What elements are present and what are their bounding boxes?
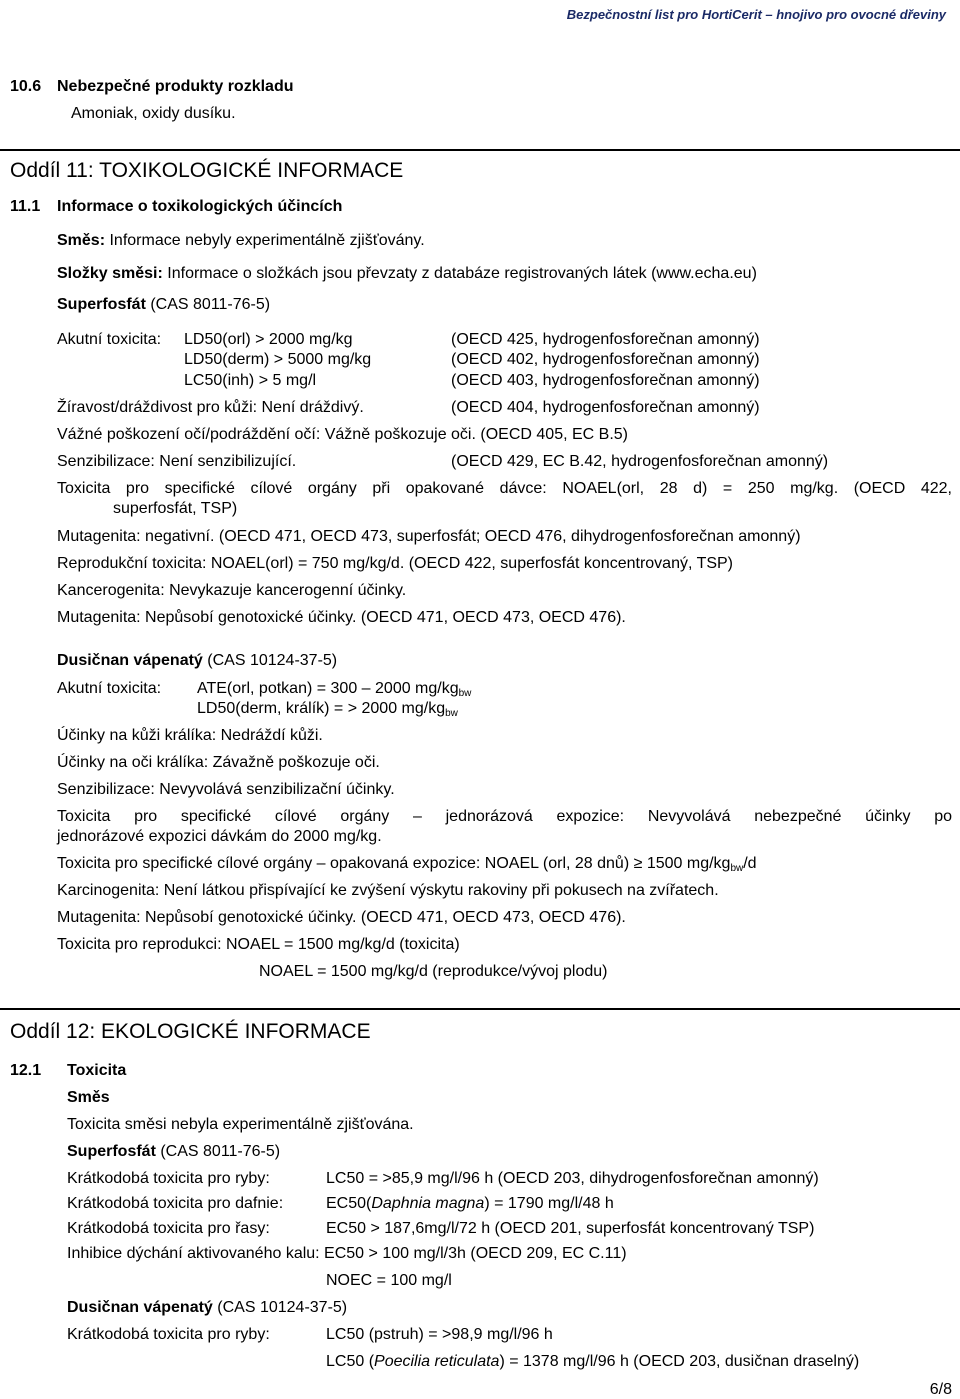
dusicnan-sensitization: Senzibilizace: Nevyvolává senzibilizační účinky. xyxy=(57,781,395,798)
section-11-1-number: 11.1 xyxy=(10,198,41,215)
components-info: Složky směsi: Informace o složkách jsou převzaty z databáze registrovaných látek (www.echa.eu) xyxy=(57,265,757,282)
eco-dusicnan-heading: Dusičnan vápenatý (CAS 10124-37-5) xyxy=(67,1299,348,1316)
dusicnan-skin: Účinky na kůži králíka: Nedráždí kůži. xyxy=(57,727,323,744)
acute-toxicity-inhal: LC50(inh) > 5 mg/l xyxy=(184,372,317,389)
reproductive-toxicity: Reprodukční toxicita: NOAEL(orl) = 750 mg/kg/d. (OECD 422, superfosfát koncentrovaný, TSP) xyxy=(57,555,734,572)
dusicnan-eye: Účinky na oči králíka: Závažně poškozuje oči. xyxy=(57,754,380,771)
dusicnan-acute-label: Akutní toxicita: xyxy=(57,680,162,697)
eco-fish-label: Krátkodobá toxicita pro ryby: xyxy=(67,1170,270,1187)
dusicnan-acute-dermal: LD50(derm, králík) = > 2000 $mg/kg_{bw}$ xyxy=(197,700,458,719)
mutagenicity-genotoxic: Mutagenita: Nepůsobí genotoxické účinky. (OECD 471, OECD 473, OECD 476). xyxy=(57,609,626,626)
stot-repeated-line1: Toxicita pro specifické cílové orgány při opakované dávce: NOAEL(orl, 28 d) = 250 mg/kg. (OECD 422, xyxy=(57,480,952,497)
carcinogenicity: Kancerogenita: Nevykazuje kancerogenní účinky. xyxy=(57,582,407,599)
dusicnan-mutagenicity: Mutagenita: Nepůsobí genotoxické účinky. (OECD 471, OECD 473, OECD 476). xyxy=(57,909,626,926)
sensitization: Senzibilizace: Není senzibilizující. xyxy=(57,453,297,470)
eco-algae-label: Krátkodobá toxicita pro řasy: xyxy=(67,1220,270,1237)
dusicnan-carcinogenicity: Karcinogenita: Není látkou přispívající ke zvýšení výskytu rakoviny při pokusech na zvířatech. xyxy=(57,882,719,899)
eco-fish-value: LC50 = >85,9 mg/l/96 h (OECD 203, dihydrogenfosforečnan amonný) xyxy=(326,1170,819,1187)
skin-corrosion: Žíravost/dráždivost pro kůži: Není dráždivý. xyxy=(57,399,364,416)
section-10-6-text: Amoniak, oxidy dusíku. xyxy=(71,105,236,122)
acute-toxicity-label: Akutní toxicita: xyxy=(57,331,162,348)
section-10-6-title: Nebezpečné produkty rozkladu xyxy=(57,78,294,95)
page-number: 6/8 xyxy=(929,1381,952,1398)
eye-damage: Vážné poškození očí/podráždění očí: Vážně poškozuje oči. (OECD 405, EC B.5) xyxy=(57,426,628,443)
section-12-1-title: Toxicita xyxy=(67,1062,127,1079)
dusicnan-repro-toxicity: Toxicita pro reprodukci: NOAEL = 1500 mg/kg/d (toxicita) xyxy=(57,936,460,953)
acute-inhal-ref: (OECD 403, hydrogenfosforečnan amonný) xyxy=(451,372,760,389)
dusicnan-stot-single-line1: Toxicita pro specifické cílové orgány – jednorázová expozice: Nevyvolává nebezpečné účinky po xyxy=(57,808,952,825)
eco-daphnia-value: EC50(Daphnia magna) = 1790 mg/l/48 h xyxy=(326,1195,614,1212)
eco-mixture-label: Směs xyxy=(67,1089,110,1106)
dusicnan-acute-oral: ATE(orl, potkan) = 300 – 2000 $mg/kg_{bw}$ xyxy=(197,680,472,699)
eco-superfosfat-heading: Superfosfát (CAS 8011-76-5) xyxy=(67,1143,281,1160)
eco-dusicnan-fish-label: Krátkodobá toxicita pro ryby: xyxy=(67,1326,270,1343)
dusicnan-heading: Dusičnan vápenatý (CAS 10124-37-5) xyxy=(57,652,338,669)
eco-dusicnan-fish-trout: LC50 (pstruh) = >98,9 mg/l/96 h xyxy=(326,1326,553,1343)
stot-repeated-line2: superfosfát, TSP) xyxy=(113,500,238,517)
section-divider xyxy=(0,1008,960,1010)
section-12-heading: Oddíl 12: EKOLOGICKÉ INFORMACE xyxy=(10,1020,371,1043)
dusicnan-repro-development: NOAEL = 1500 mg/kg/d (reprodukce/vývoj plodu) xyxy=(259,963,608,980)
section-10-6-number: 10.6 xyxy=(10,78,42,95)
superfosfat-heading: Superfosfát (CAS 8011-76-5) xyxy=(57,296,271,313)
dusicnan-stot-repeated: Toxicita pro specifické cílové orgány – opakovaná expozice: NOAEL (orl, 28 dnů) ≥ 1500 $mg/kg_{bw}/d$ xyxy=(57,855,757,874)
eco-algae-value: EC50 > 187,6mg/l/72 h (OECD 201, superfosfát koncentrovaný TSP) xyxy=(326,1220,815,1237)
acute-dermal-ref: (OECD 402, hydrogenfosforečnan amonný) xyxy=(451,351,760,368)
eco-dusicnan-fish-poecilia: LC50 (Poecilia reticulata) = 1378 mg/l/96 h (OECD 203, dusičnan draselný) xyxy=(326,1353,860,1370)
acute-toxicity-dermal: LD50(derm) > 5000 mg/kg xyxy=(184,351,372,368)
document-header-title: Bezpečnostní list pro HortiCerit – hnojivo pro ovocné dřeviny xyxy=(566,7,946,22)
dusicnan-stot-single-line2: jednorázové expozici dávkám do 2000 mg/kg. xyxy=(57,828,382,845)
skin-corrosion-ref: (OECD 404, hydrogenfosforečnan amonný) xyxy=(451,399,760,416)
eco-mixture-text: Toxicita směsi nebyla experimentálně zjišťována. xyxy=(67,1116,414,1133)
mutagenicity: Mutagenita: negativní. (OECD 471, OECD 473, superfosfát; OECD 476, dihydrogenfosforečnan amonný) xyxy=(57,528,801,545)
section-11-heading: Oddíl 11: TOXIKOLOGICKÉ INFORMACE xyxy=(10,159,404,182)
acute-toxicity-oral: LD50(orl) > 2000 mg/kg xyxy=(184,331,353,348)
eco-noec: NOEC = 100 mg/l xyxy=(326,1272,452,1289)
eco-sludge-inhibition: Inhibice dýchání aktivovaného kalu: EC50 > 100 mg/l/3h (OECD 209, EC C.11) xyxy=(67,1245,627,1262)
sensitization-ref: (OECD 429, EC B.42, hydrogenfosforečnan amonný) xyxy=(451,453,829,470)
mixture-info: Směs: Informace nebyly experimentálně zjišťovány. xyxy=(57,232,425,249)
acute-oral-ref: (OECD 425, hydrogenfosforečnan amonný) xyxy=(451,331,760,348)
section-11-1-title: Informace o toxikologických účincích xyxy=(57,198,343,215)
eco-daphnia-label: Krátkodobá toxicita pro dafnie: xyxy=(67,1195,284,1212)
section-divider xyxy=(0,149,960,151)
section-12-1-number: 12.1 xyxy=(10,1062,42,1079)
